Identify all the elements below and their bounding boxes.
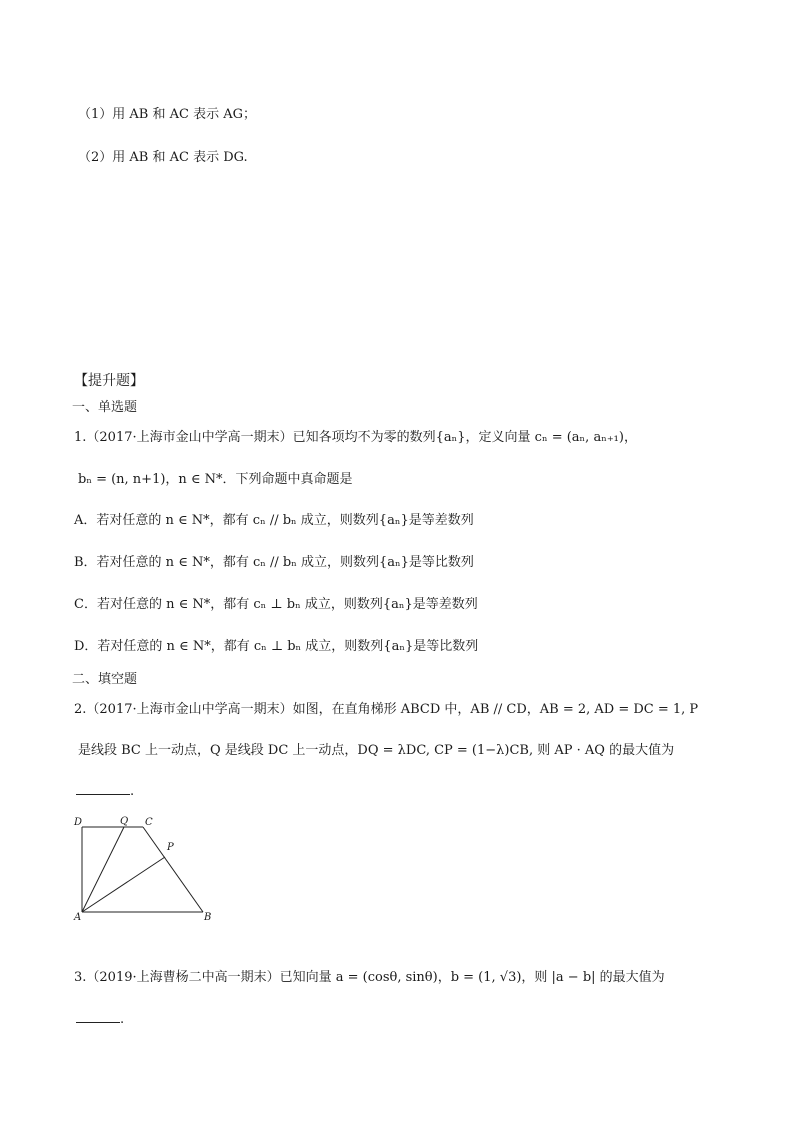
- label-p: P: [167, 842, 174, 853]
- answer-blank: [76, 1008, 120, 1023]
- mcq-header: 一、单选题: [72, 400, 138, 415]
- section-title: 【提升题】: [74, 373, 144, 389]
- label-c: C: [145, 817, 153, 828]
- q3-answer-line: [76, 1008, 124, 1030]
- segment-aq: [82, 827, 124, 912]
- q2-answer-line: [76, 780, 134, 802]
- q2-line1: 2.（2017·上海市金山中学高一期末）如图，在直角梯形 ABCD 中，AB // CD，AB = 2, AD = DC = 1, P: [74, 702, 699, 717]
- q2-line2: 是线段 BC 上一动点，Q 是线段 DC 上一动点，DQ = λDC, CP = (1−λ)CB, 则 AP · AQ 的最大值为: [78, 743, 675, 758]
- label-q: Q: [120, 816, 129, 827]
- q3-line1: 3.（2019·上海曹杨二中高一期末）已知向量 a = (cosθ, sinθ)，b = (1, √3)，则 |a − b| 的最大值为: [74, 970, 665, 985]
- part1-item1: （1）用 AB 和 AC 表示 AG；: [78, 107, 256, 122]
- edge-cb: [143, 827, 203, 912]
- fill-header: 二、填空题: [72, 672, 138, 687]
- label-a: A: [74, 912, 82, 922]
- label-b: B: [204, 912, 212, 922]
- q3-line2-end: .: [120, 1012, 125, 1027]
- trapezoid-figure: [68, 812, 218, 922]
- q1-option-b: B．若对任意的 n ∈ N*，都有 cₙ // bₙ 成立，则数列{aₙ}是等比数列: [74, 555, 474, 570]
- q1-option-d: D．若对任意的 n ∈ N*，都有 cₙ ⊥ bₙ 成立，则数列{aₙ}是等比数列: [74, 639, 479, 654]
- part1-item2: （2）用 AB 和 AC 表示 DG.: [78, 150, 248, 165]
- q1-stem-line1: 1.（2017·上海市金山中学高一期末）已知各项均不为零的数列{aₙ}，定义向量 cₙ = (aₙ, aₙ₊₁)，: [74, 430, 637, 445]
- q1-option-a: A．若对任意的 n ∈ N*，都有 cₙ // bₙ 成立，则数列{aₙ}是等差数列: [74, 513, 474, 528]
- segment-ap: [82, 857, 165, 912]
- q1-option-c: C．若对任意的 n ∈ N*，都有 cₙ ⊥ bₙ 成立，则数列{aₙ}是等差数列: [74, 597, 478, 612]
- label-d: D: [74, 817, 83, 828]
- q2-line3-end: .: [130, 784, 135, 799]
- q1-stem-line2: bₙ = (n, n+1)，n ∈ N*．下列命题中真命题是: [78, 472, 353, 487]
- answer-blank: [76, 780, 130, 795]
